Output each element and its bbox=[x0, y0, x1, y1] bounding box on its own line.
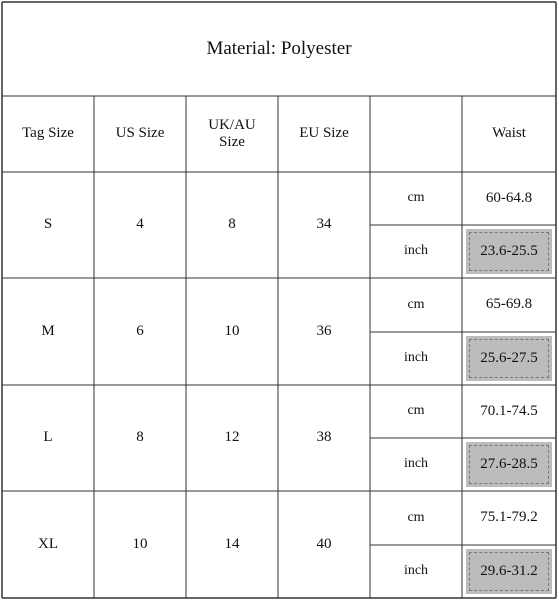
header-unit bbox=[370, 96, 462, 172]
unit-label-cm: cm bbox=[407, 296, 425, 312]
tag-size-cell: XL bbox=[38, 535, 58, 552]
us-size-cell: 10 bbox=[132, 535, 148, 552]
tag-size-cell: M bbox=[41, 322, 55, 339]
unit-label-inch: inch bbox=[403, 350, 429, 366]
header-uk-au-size: UK/AU Size bbox=[208, 116, 256, 150]
us-size-cell: 4 bbox=[136, 216, 144, 233]
waist-cm-value: 75.1-79.2 bbox=[480, 509, 538, 526]
uk-au-size-cell: 12 bbox=[224, 429, 240, 446]
tag-size-cell: S bbox=[43, 216, 53, 233]
header-eu-size: EU Size bbox=[299, 125, 349, 142]
tag-size-cell: L bbox=[43, 429, 53, 446]
unit-label-cm: cm bbox=[407, 190, 425, 206]
unit-label-cm: cm bbox=[407, 403, 425, 419]
waist-cm-value: 60-64.8 bbox=[485, 189, 533, 206]
waist-inch-value: 25.6-27.5 bbox=[466, 336, 552, 381]
waist-cm-value: 65-69.8 bbox=[485, 296, 533, 313]
uk-au-size-cell: 14 bbox=[224, 535, 240, 552]
waist-inch-value: 23.6-25.5 bbox=[466, 229, 552, 274]
header-us-size: US Size bbox=[115, 125, 165, 142]
unit-label-inch: inch bbox=[403, 563, 429, 579]
uk-au-size-cell: 10 bbox=[224, 322, 240, 339]
waist-cm-value: 70.1-74.5 bbox=[480, 402, 538, 419]
us-size-cell: 6 bbox=[136, 322, 144, 339]
unit-label-cm: cm bbox=[407, 509, 425, 525]
eu-size-cell: 36 bbox=[316, 322, 332, 339]
unit-label-inch: inch bbox=[403, 243, 429, 259]
eu-size-cell: 38 bbox=[316, 429, 332, 446]
table-title: Material: Polyester bbox=[206, 38, 352, 60]
waist-inch-value: 29.6-31.2 bbox=[466, 549, 552, 594]
us-size-cell: 8 bbox=[136, 429, 144, 446]
uk-au-size-cell: 8 bbox=[228, 216, 236, 233]
header-waist: Waist bbox=[492, 125, 526, 142]
header-tag-size: Tag Size bbox=[22, 125, 74, 142]
eu-size-cell: 34 bbox=[316, 216, 332, 233]
waist-inch-value: 27.6-28.5 bbox=[466, 442, 552, 487]
unit-label-inch: inch bbox=[403, 456, 429, 472]
eu-size-cell: 40 bbox=[316, 535, 332, 552]
